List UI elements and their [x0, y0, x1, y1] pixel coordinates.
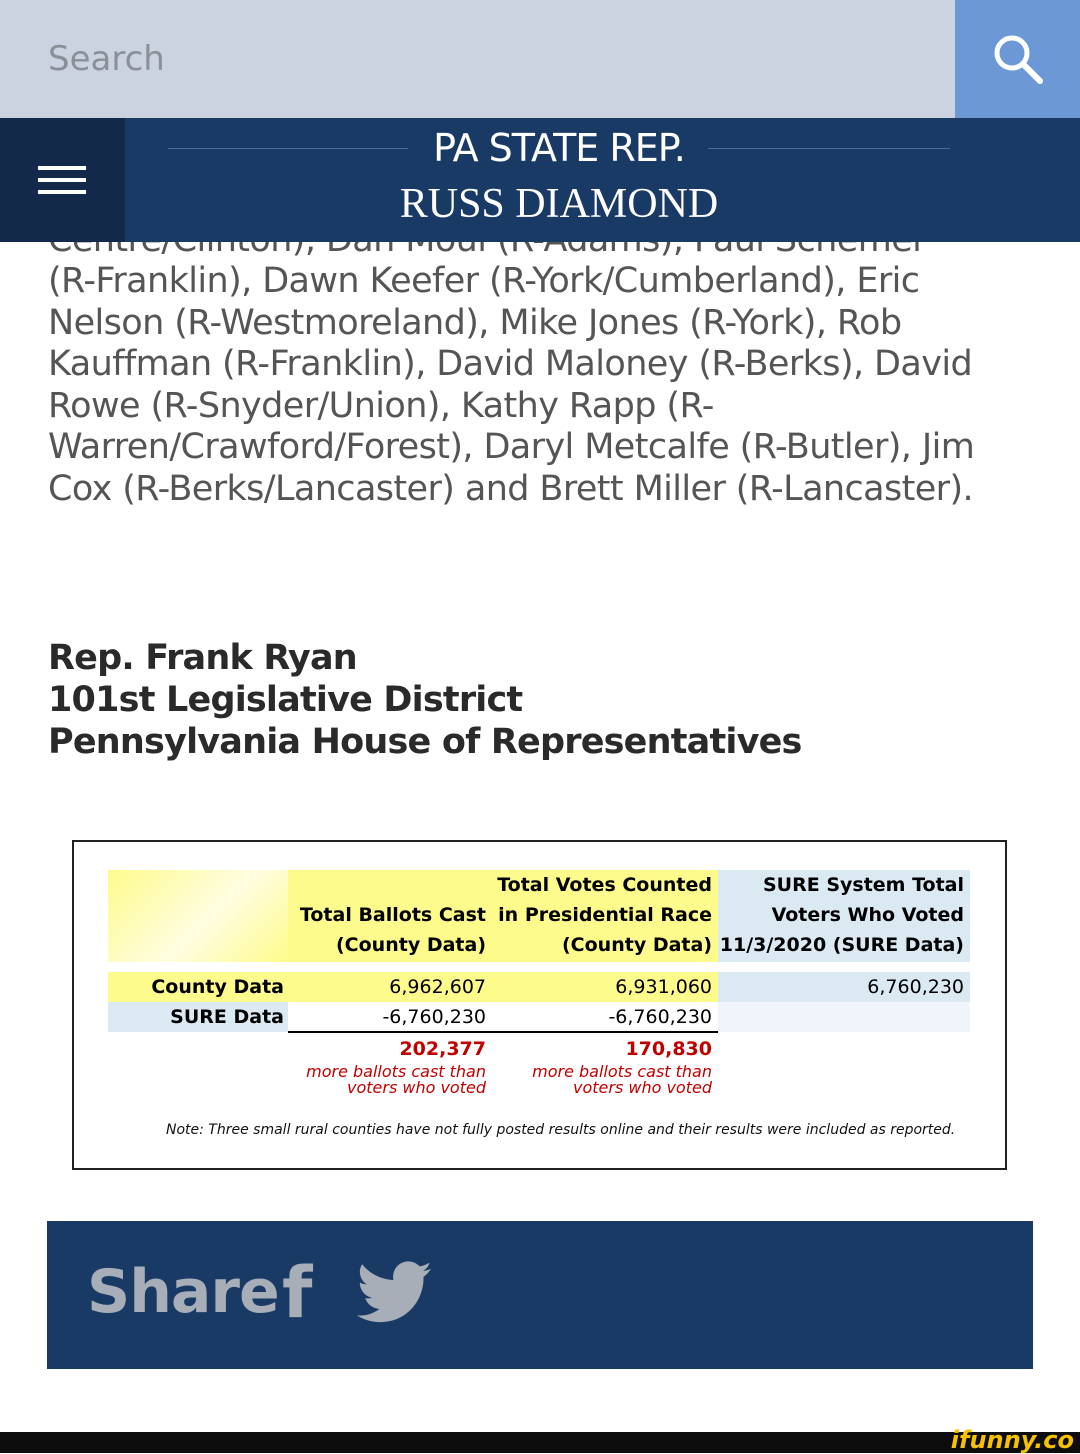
hamburger-icon-bar [38, 190, 86, 194]
difference-note-col2-line2: voters who voted [572, 1078, 712, 1097]
ifunny-watermark: ifunny.co [950, 1426, 1074, 1454]
signature-name: Rep. Frank Ryan [48, 638, 357, 678]
county-votes-counted: 6,931,060 [615, 976, 712, 998]
difference-col1: 202,377 [399, 1038, 486, 1060]
col3-header [718, 870, 968, 960]
difference-note-col1 [288, 1064, 490, 1096]
share-label: Share [87, 1257, 279, 1327]
signature-block [48, 637, 1038, 763]
sure-subtract-col2: -6,760,230 [608, 1006, 712, 1028]
col2-header-line1: Total Votes Counted [497, 874, 712, 896]
row-label-sure: SURE Data [170, 1006, 284, 1028]
col1-header [288, 900, 490, 960]
menu-button[interactable] [0, 118, 125, 242]
difference-note-col1-line1: more ballots cast than [306, 1062, 486, 1081]
signature-body: Pennsylvania House of Representatives [48, 722, 802, 762]
row2-bg-right [718, 1002, 970, 1032]
search-icon [990, 31, 1046, 87]
search-bar [0, 0, 1080, 118]
signature-district: 101st Legislative District [48, 680, 523, 720]
article-paragraph: (R-Franklin), Dawn Keefer (R-York/Cumberland), Eric Nelson (R-Westmoreland), Mike Jones (R-York), Rob Kauffman (R-Franklin), David Maloney (R-Berks), David Rowe (R-Snyder/Union), Kathy Rapp (R-Warren/Crawford/Forest), Daryl Metcalfe (R-Butler), Jim Cox (R-Berks/Lancaster) and Brett Miller (R-Lancaster). [48, 261, 975, 509]
footer-bar [0, 1426, 1080, 1454]
header-bg-left [108, 870, 288, 962]
share-bar [47, 1221, 1033, 1369]
twitter-icon[interactable] [357, 1261, 433, 1325]
col3-header-line3: 11/3/2020 (SURE Data) [719, 934, 964, 956]
site-title-line1[interactable]: PA STATE REP. [433, 126, 685, 170]
difference-note-col1-line2: voters who voted [346, 1078, 486, 1097]
col2-header [494, 870, 716, 960]
difference-note-col2-line1: more ballots cast than [532, 1062, 712, 1081]
col1-header-line1: Total Ballots Cast [299, 904, 486, 926]
col3-header-line2: Voters Who Voted [771, 904, 964, 926]
row-label-county: County Data [151, 976, 284, 998]
col1-header-line2: (County Data) [336, 934, 486, 956]
site-header [0, 118, 1080, 242]
search-input[interactable] [0, 0, 955, 118]
table-note: Note: Three small rural counties have not fully posted results online and their results were included as reported. [166, 1122, 956, 1138]
ballot-data-table [72, 840, 1007, 1170]
hamburger-icon-bar [38, 178, 86, 182]
hamburger-icon [38, 166, 86, 170]
col2-header-line2: in Presidential Race [498, 904, 712, 926]
difference-col2: 170,830 [625, 1038, 712, 1060]
sure-subtract-col1: -6,760,230 [382, 1006, 486, 1028]
col3-header-line1: SURE System Total [762, 874, 964, 896]
search-button[interactable] [955, 0, 1080, 118]
difference-note-col2 [494, 1064, 716, 1096]
article-body [48, 220, 1038, 510]
county-ballots-cast: 6,962,607 [389, 976, 486, 998]
facebook-icon[interactable]: f [282, 1252, 313, 1334]
sure-total-voters: 6,760,230 [867, 976, 964, 998]
site-title-line2[interactable]: RUSS DIAMOND [399, 181, 719, 227]
col2-header-line3: (County Data) [562, 934, 712, 956]
